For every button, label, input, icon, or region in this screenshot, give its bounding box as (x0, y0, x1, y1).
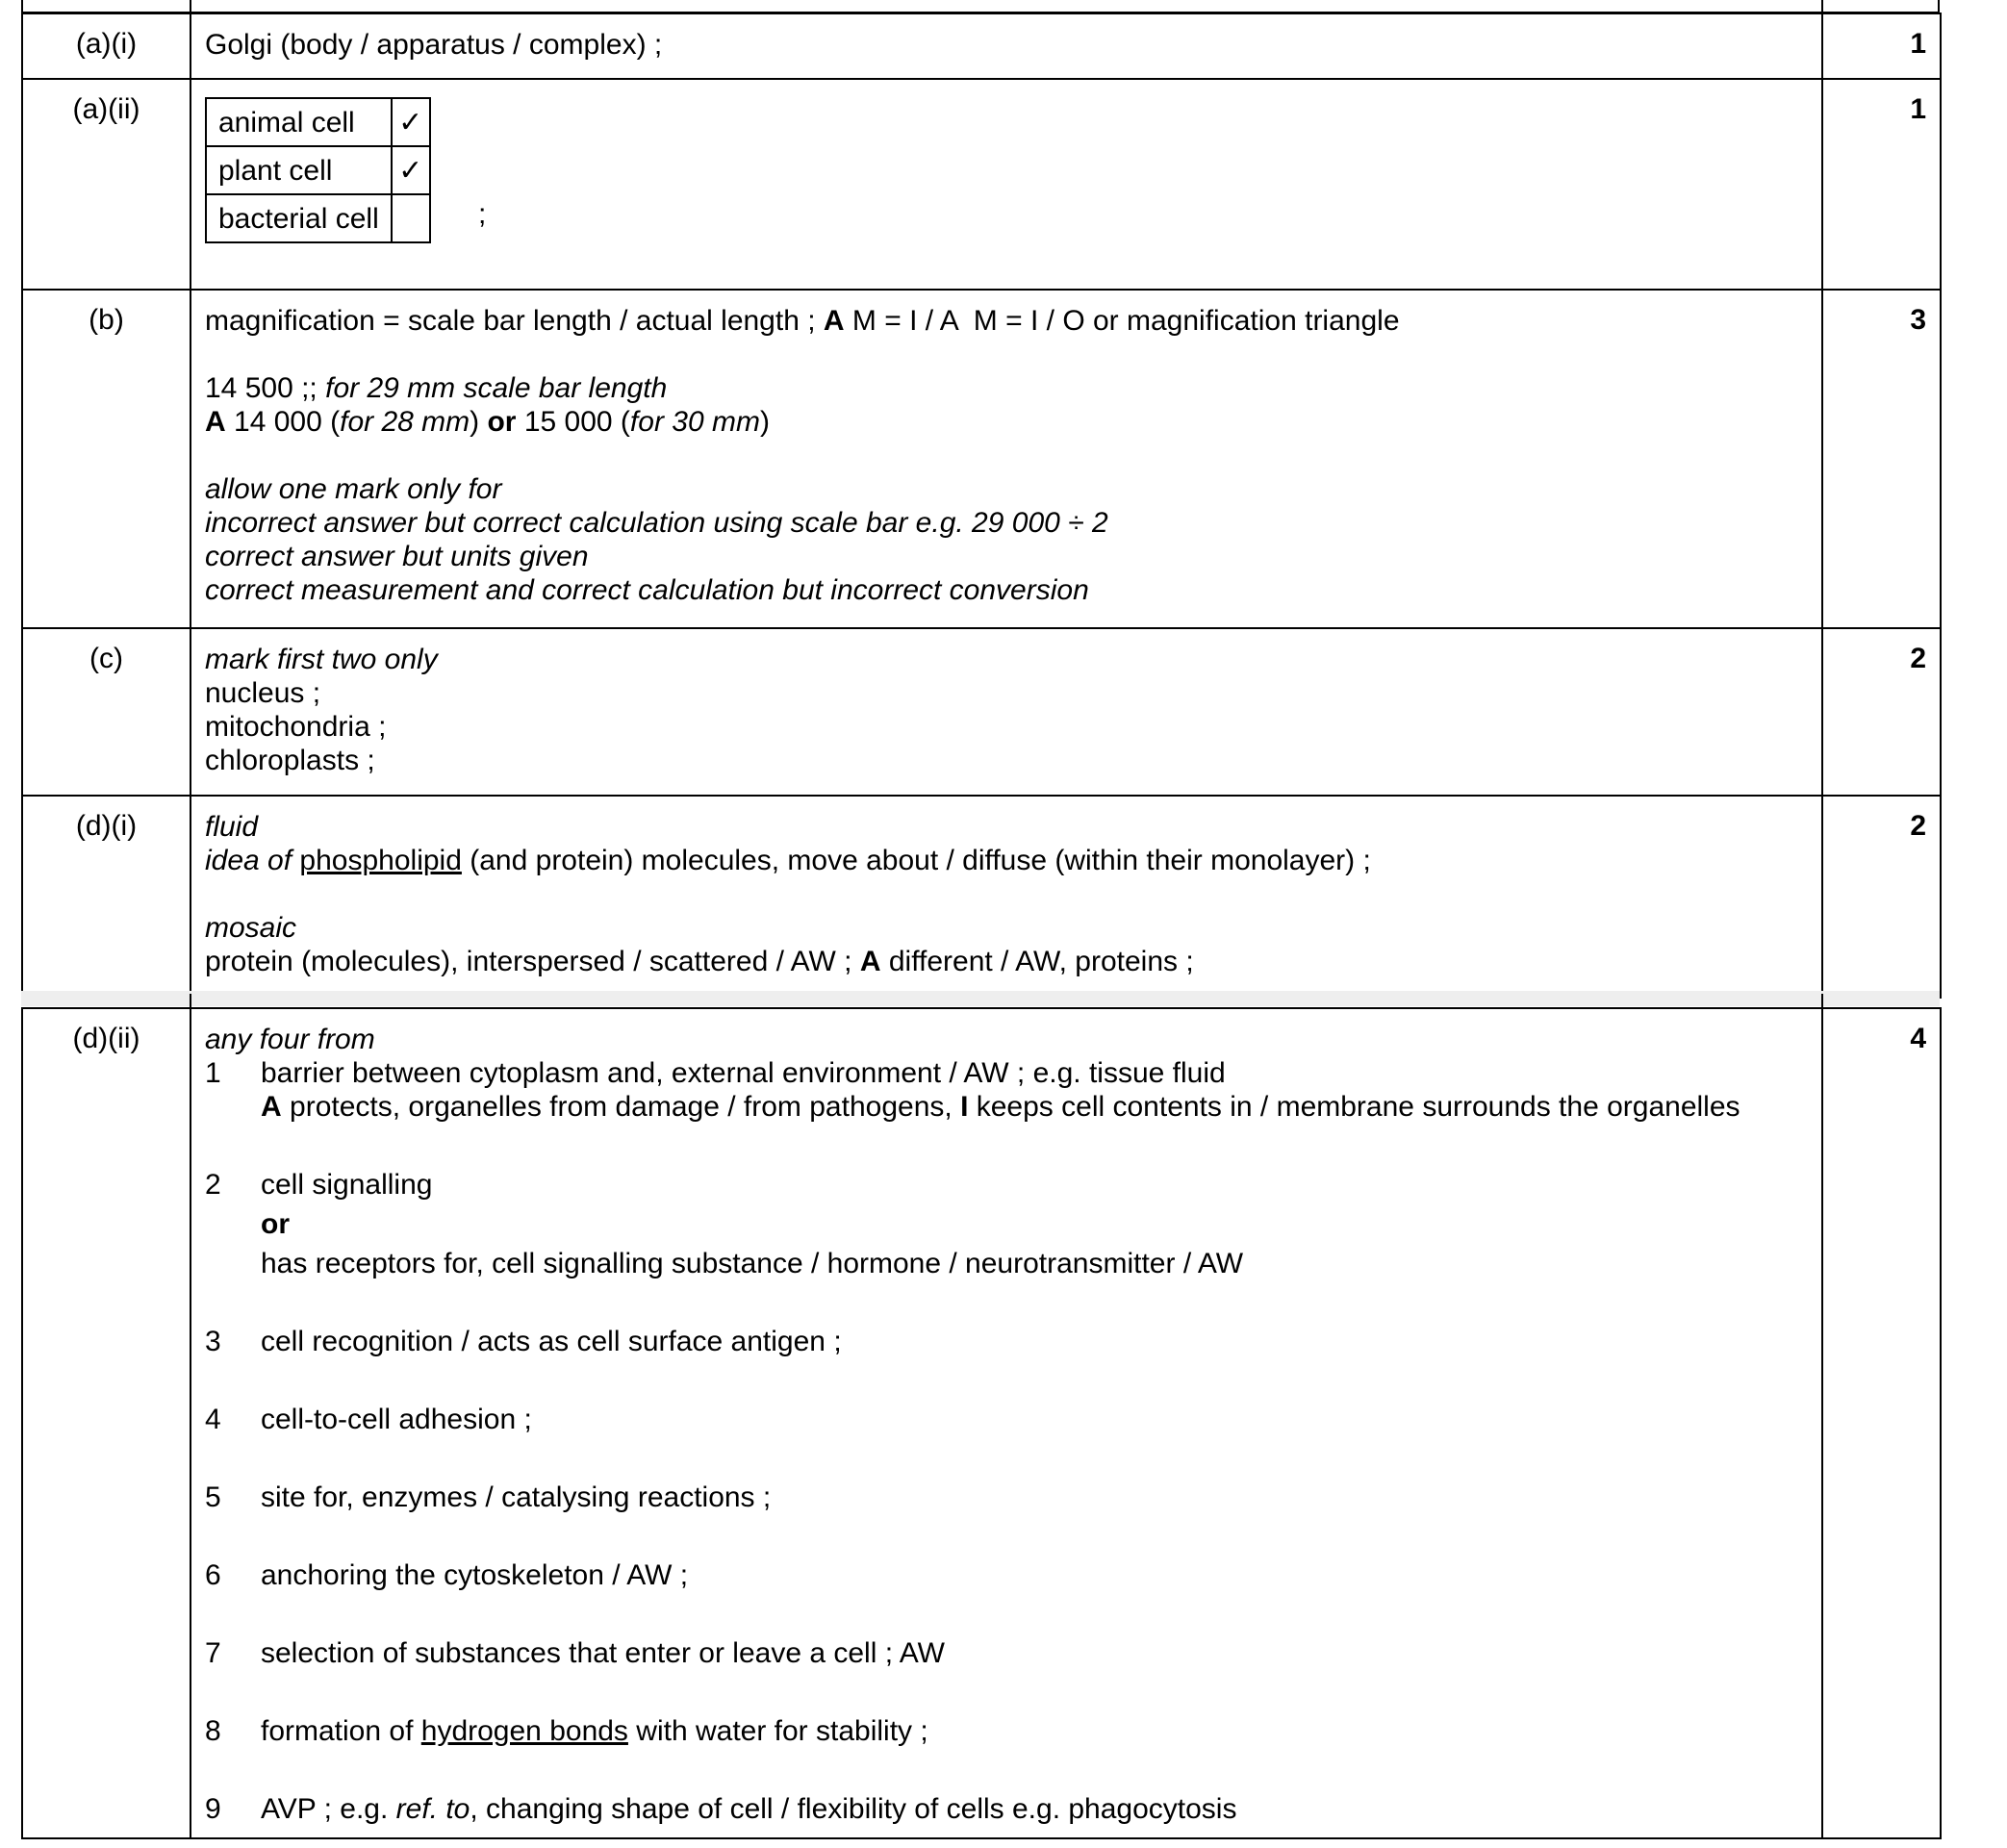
question-number: (b) (22, 290, 191, 628)
table-row (22, 628, 1941, 796)
answer-line: A 14 000 (for 28 mm) or 15 000 (for 30 mm) (205, 406, 770, 438)
tick-mark: ✓ (392, 98, 430, 146)
point-number: 1 (205, 1057, 221, 1089)
tick-row (206, 98, 430, 146)
tick-mark: ✓ (392, 146, 430, 194)
point-number: 3 (205, 1326, 221, 1357)
question-number: (d)(i) (22, 796, 191, 998)
table-row (22, 13, 1941, 79)
answer-terminator: ; (478, 198, 487, 230)
marks-cell: 3 (1822, 290, 1941, 628)
answer-cell (191, 796, 1822, 998)
table-row (22, 1008, 1941, 1838)
point-text: barrier between cytoplasm and, external environment / AW ; e.g. tissue fluid A protects, organelles from damage / from pathogens, I keeps cell contents in / membrane surrounds the organelles (261, 1057, 1740, 1123)
top-col-divider-mark (1821, 0, 1823, 12)
question-number: (d)(ii) (22, 1008, 191, 1838)
point-text: site for, enzymes / catalysing reactions ; (261, 1481, 772, 1513)
answer-line: mosaic (205, 912, 297, 944)
point-number: 7 (205, 1637, 221, 1669)
marks-cell: 2 (1822, 796, 1941, 998)
marking-point (205, 1714, 1808, 1748)
answer-line: any four from (205, 1024, 375, 1055)
answer-cell (191, 13, 1822, 79)
top-col-divider-q (190, 0, 191, 12)
answer-line: mark first two only (205, 644, 438, 675)
mark-scheme-table-upper (21, 13, 1942, 999)
point-number: 9 (205, 1793, 221, 1825)
answer-line: chloroplasts ; (205, 745, 375, 776)
tick-row (206, 194, 430, 242)
marking-point (205, 1636, 1808, 1670)
table-row (22, 290, 1941, 628)
answer-cell (191, 1008, 1822, 1838)
point-number: 6 (205, 1559, 221, 1591)
answer-line: magnification = scale bar length / actual length ; A M = I / A M = I / O or magnification triangle (205, 305, 1400, 337)
answer-cell (191, 290, 1822, 628)
top-col-divider-left (21, 0, 23, 12)
tick-row-label: bacterial cell (206, 194, 392, 242)
marking-points (205, 1056, 1808, 1826)
answer-text: Golgi (body / apparatus / complex) ; (205, 29, 663, 61)
answer-line: correct measurement and correct calculation but incorrect conversion (205, 574, 1089, 606)
point-text: cell recognition / acts as cell surface antigen ; (261, 1326, 842, 1357)
marks-cell: 1 (1822, 79, 1941, 290)
point-text: cell signalling or has receptors for, cell signalling substance / hormone / neurotransmitter / AW (261, 1169, 1244, 1279)
answer-line: correct answer but units given (205, 541, 589, 572)
answer-line: incorrect answer but correct calculation using scale bar e.g. 29 000 ÷ 2 (205, 507, 1108, 539)
point-text: formation of hydrogen bonds with water for stability ; (261, 1715, 928, 1747)
marks-cell: 1 (1822, 13, 1941, 79)
marking-point (205, 1168, 1808, 1280)
answer-line: fluid (205, 811, 259, 843)
marking-point (205, 1481, 1808, 1514)
point-text: selection of substances that enter or leave a cell ; AW (261, 1637, 945, 1669)
question-number: (c) (22, 628, 191, 796)
answer-cell (191, 628, 1822, 796)
marking-point (205, 1325, 1808, 1358)
answer-line: idea of phospholipid (and protein) molecules, move about / diffuse (within their monolayer) ; (205, 845, 1371, 876)
point-text: AVP ; e.g. ref. to, changing shape of cell / flexibility of cells e.g. phagocytosis (261, 1793, 1237, 1825)
marking-point (205, 1792, 1808, 1826)
tick-mark (392, 194, 430, 242)
point-number: 2 (205, 1169, 221, 1201)
point-text: anchoring the cytoskeleton / AW ; (261, 1559, 689, 1591)
question-number: (a)(i) (22, 13, 191, 79)
page-break-strip (21, 991, 1940, 1006)
marks-cell: 4 (1822, 1008, 1941, 1838)
point-number: 4 (205, 1404, 221, 1435)
table-row (22, 796, 1941, 998)
point-text: cell-to-cell adhesion ; (261, 1404, 532, 1435)
top-col-divider-right (1938, 0, 1940, 12)
point-number: 8 (205, 1715, 221, 1747)
table-row (22, 79, 1941, 290)
marks-cell: 2 (1822, 628, 1941, 796)
point-number: 5 (205, 1481, 221, 1513)
marking-point (205, 1056, 1808, 1124)
answer-line: 14 500 ;; for 29 mm scale bar length (205, 372, 668, 404)
answer-line: mitochondria ; (205, 711, 387, 743)
tick-row-label: animal cell (206, 98, 392, 146)
tick-row-label: plant cell (206, 146, 392, 194)
tick-table (205, 97, 431, 243)
tick-row (206, 146, 430, 194)
mark-scheme-table-lower (21, 1007, 1942, 1839)
answer-line: allow one mark only for (205, 473, 502, 505)
answer-line: protein (molecules), interspersed / scattered / AW ; A different / AW, proteins ; (205, 946, 1194, 977)
answer-cell (191, 79, 1822, 290)
answer-line: nucleus ; (205, 677, 321, 709)
question-number: (a)(ii) (22, 79, 191, 290)
marking-point (205, 1558, 1808, 1592)
marking-point (205, 1403, 1808, 1436)
